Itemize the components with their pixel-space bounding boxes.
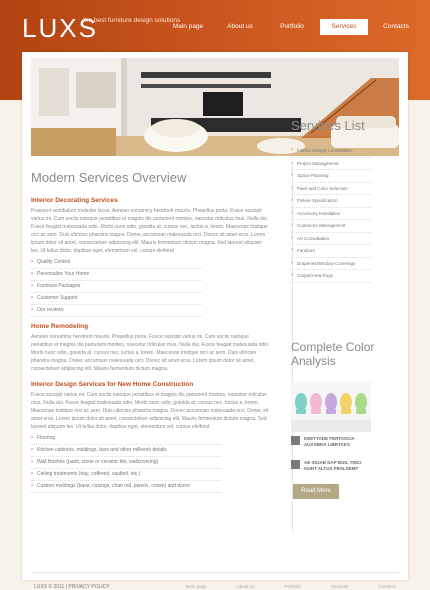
nav-main-page[interactable]: Main page: [172, 23, 204, 30]
service-item[interactable]: › Carpet/Area Rugs: [291, 270, 371, 283]
service-item[interactable]: › Art Consultation: [291, 233, 371, 246]
tagline: the best furniture design solutions: [83, 17, 181, 24]
list-item[interactable]: › Our reviews: [31, 305, 201, 317]
list-item[interactable]: › Wall finishes (paint, stone or ceramic tile, wallcovering): [31, 457, 221, 469]
service-item[interactable]: › Draperies/Window Coverings: [291, 258, 371, 271]
service-item[interactable]: › Project Management: [291, 158, 371, 171]
list-item[interactable]: › Custom moldings (base, casings, chair rail, panels, crown) and doors: [31, 481, 221, 493]
colorful-chairs-image[interactable]: [291, 382, 371, 432]
list-item[interactable]: › Flooring: [31, 433, 221, 445]
list-item[interactable]: › Customer Support: [31, 293, 201, 305]
list-item[interactable]: › Furniture Packages: [31, 281, 201, 293]
nav-about-us[interactable]: About us: [227, 23, 253, 30]
section-heading-home-remodeling: Home Remodeling: [31, 323, 89, 330]
footer-nav-services[interactable]: Services: [330, 584, 349, 589]
footer-nav: [156, 584, 396, 589]
list-item[interactable]: › Personalize Your Home: [31, 269, 201, 281]
nav-portfolio[interactable]: Portfolio: [280, 23, 304, 30]
promo-text[interactable]: KEETYADE FERTASCIA AUASBRA LIBRTAKS: [304, 436, 355, 447]
nav-contacts[interactable]: Contacts: [383, 23, 409, 30]
promo-icon: [291, 460, 300, 469]
color-analysis-title: Complete Color Analysis: [291, 340, 375, 368]
service-item[interactable]: › Contractor Management: [291, 220, 371, 233]
footer-divider: [31, 572, 399, 573]
footer-nav-portfolio[interactable]: Portfolio: [284, 584, 301, 589]
list-item[interactable]: › Quality Control: [31, 257, 201, 269]
hero-interior-image: [31, 58, 399, 156]
service-item[interactable]: › Accessory Installation: [291, 208, 371, 221]
footer-nav-main-page[interactable]: Main page: [185, 584, 207, 589]
service-item[interactable]: › Furniture: [291, 245, 371, 258]
list-item[interactable]: › Kitchen cabinets, moldings, bars and other millwork details: [31, 445, 221, 457]
interior-decorating-list: [31, 257, 201, 317]
section-text-new-construction: Fusce suscipit varius mi. Cum sociis natoque penatibus et magnis dis parturient montes, nascetur ridiculus mus. Nulla dui. Fusce feugiat malesuada odio. Morbi nunc odio, gravida at, cursus nec, luctus a, lorem. Maecenas tristique orci ac sem. Duis ultricies pharetra magna. Donec accumsan malesuada orci. Donec sit amet eros. Lorem ipsum dolor sit amet, consectetuer adipiscing elit. Mauris fermentum dictum magna. Sed laoreet aliquam leo. Ut tellus dolor, dapibus eget, elementum vel, cursus eleifend: [31, 392, 269, 430]
services-list-title: Services List: [291, 118, 365, 133]
section-heading-interior-decorating: Interior Decorating Services: [31, 197, 118, 204]
service-item[interactable]: › Interior Design Consultation: [291, 145, 371, 158]
service-item[interactable]: › Paint and Color Selection: [291, 183, 371, 196]
main-nav: [160, 19, 420, 35]
footer-nav-about-us[interactable]: About us: [236, 584, 255, 589]
services-list: [291, 145, 371, 283]
section-text-interior-decorating: Praesent vestibulum molestie lacus. Aenean nonummy hendrerit mauris. Phasellus porta. Fusce suscipit varius mi. Cum sociis natoque penatibus et magnis dis parturient montes, nascetur ridiculus mus. Nulla dui. Fusce feugiat malesuada odio. Morbi nunc odio, gravida at, cursus nec, luctus a, lorem. Maecenas tristique orci ac sem. Duis ultricies pharetra magna. Donec accumsan malesuada orci. Donec sit amet eros. Lorem ipsum dolor sit amet, consectetuer adipiscing elit. Mauris fermentum dictum magna. Sed laoreet aliquam leo. Ut tellus dolor, dapibus eget, elementum vel, cursus eleifend: [31, 208, 269, 254]
promo-icon: [291, 436, 300, 445]
footer-nav-contacts[interactable]: Contacts: [378, 584, 396, 589]
section-heading-new-construction: Interior Design Services for New Home Construction: [31, 381, 194, 388]
service-item[interactable]: › Fixture Specification: [291, 195, 371, 208]
promo-text[interactable]: AE IOUAB DAP BUIL TINCI OUHT ALTUS FRALSEMT: [304, 460, 362, 471]
footer-copyright[interactable]: LUXS © 2011 | PRIVACY POLICY: [34, 584, 110, 590]
section-text-home-remodeling: Aenean nonummy hendrerit mauris. Phasellus porta. Fusce suscipit varius mi. Cum sociis natoque penatibus et magnis dis parturient montes, nascetur ridiculus mus. Nulla dui. Fusce feugiat malesuada odio. Morbi nunc odio, gravida at, cursus nec, luctus a, lorem. Maecenas tristique orci ac sem. Duis ultricies pharetra magna. Donec accumsan malesuada orci. Donec sit amet eros. Lorem ipsum dolor sit amet, consectetuer adipiscing elit. Mauris fermentum dictum magna.: [31, 334, 270, 372]
new-construction-list: [31, 433, 221, 493]
logo[interactable]: LUXS: [22, 13, 98, 43]
service-item[interactable]: › Space Planning: [291, 170, 371, 183]
list-item[interactable]: › Ceiling treatments (tray, coffered, vaulted, etc.): [31, 469, 221, 481]
nav-services[interactable]: Services: [320, 19, 368, 35]
page-title: Modern Services Overview: [31, 170, 187, 185]
read-more-button[interactable]: Read More: [293, 484, 339, 499]
